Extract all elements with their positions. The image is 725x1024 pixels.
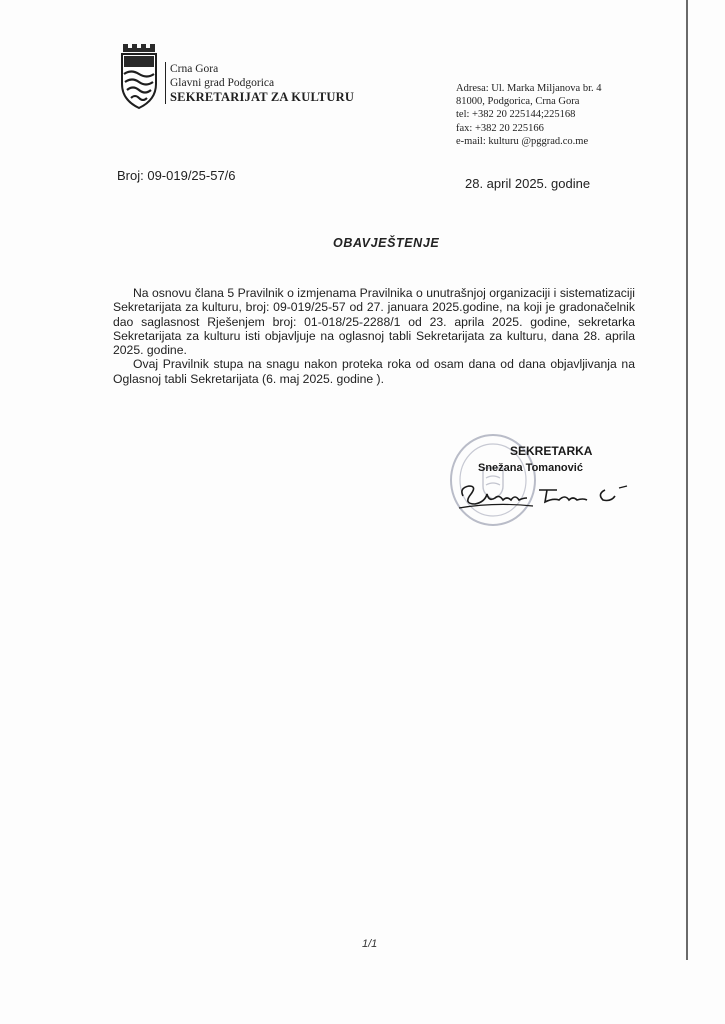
handwritten-signature xyxy=(455,468,635,518)
document-title: OBAVJEŠTENJE xyxy=(333,236,440,250)
document-date: 28. april 2025. godine xyxy=(465,176,591,191)
phone-line: tel: +382 20 225144;225168 xyxy=(456,109,576,121)
podgorica-crest-icon xyxy=(120,42,158,110)
body-paragraph: Ovaj Pravilnik stupa na snagu nakon proteka roka od osam dana od dana objavljivanja na Oglasnoj tabli Sekretarijata (6. maj 2025. godine ). xyxy=(113,357,635,386)
city-label: Glavni grad Podgorica xyxy=(170,77,275,89)
country-label: Crna Gora xyxy=(170,63,219,75)
reference-number: Broj: 09-019/25-57/6 xyxy=(117,168,236,183)
document-body xyxy=(113,286,635,386)
letterhead-contact xyxy=(456,82,602,148)
fax-line: fax: +382 20 225166 xyxy=(456,122,544,134)
signatory-title: SEKRETARKA xyxy=(510,444,593,458)
scan-edge-line xyxy=(686,0,688,960)
signatory-name: Snežana Tomanović xyxy=(478,462,583,474)
letterhead-organization xyxy=(165,62,354,104)
department-label: SEKRETARIJAT ZA KULTURU xyxy=(170,90,355,104)
email-line: e-mail: kulturu @pggrad.co.me xyxy=(456,135,589,147)
page-number: 1/1 xyxy=(362,938,378,950)
address-line: Adresa: Ul. Marka Miljanova br. 4 xyxy=(456,83,602,94)
body-paragraph: Na osnovu člana 5 Pravilnik o izmjenama Pravilnika o unutrašnjoj organizaciji i sistematizaciji Sekretarijata za kulturu, broj: 09-019/25-57 od 27. januara 2025.godine, na koji je gradonačelnik dao saglasnost Rješenjem broj: 01-018/25-2288/1 od 23. aprila 2025. godine, sekretarka Sekretarijata za kulturu isti objavljuje na oglasnoj tabli Sekretarijata za kulturu, dana 28. aprila 2025. godine. xyxy=(113,286,635,358)
postal-line: 81000, Podgorica, Crna Gora xyxy=(456,96,580,108)
